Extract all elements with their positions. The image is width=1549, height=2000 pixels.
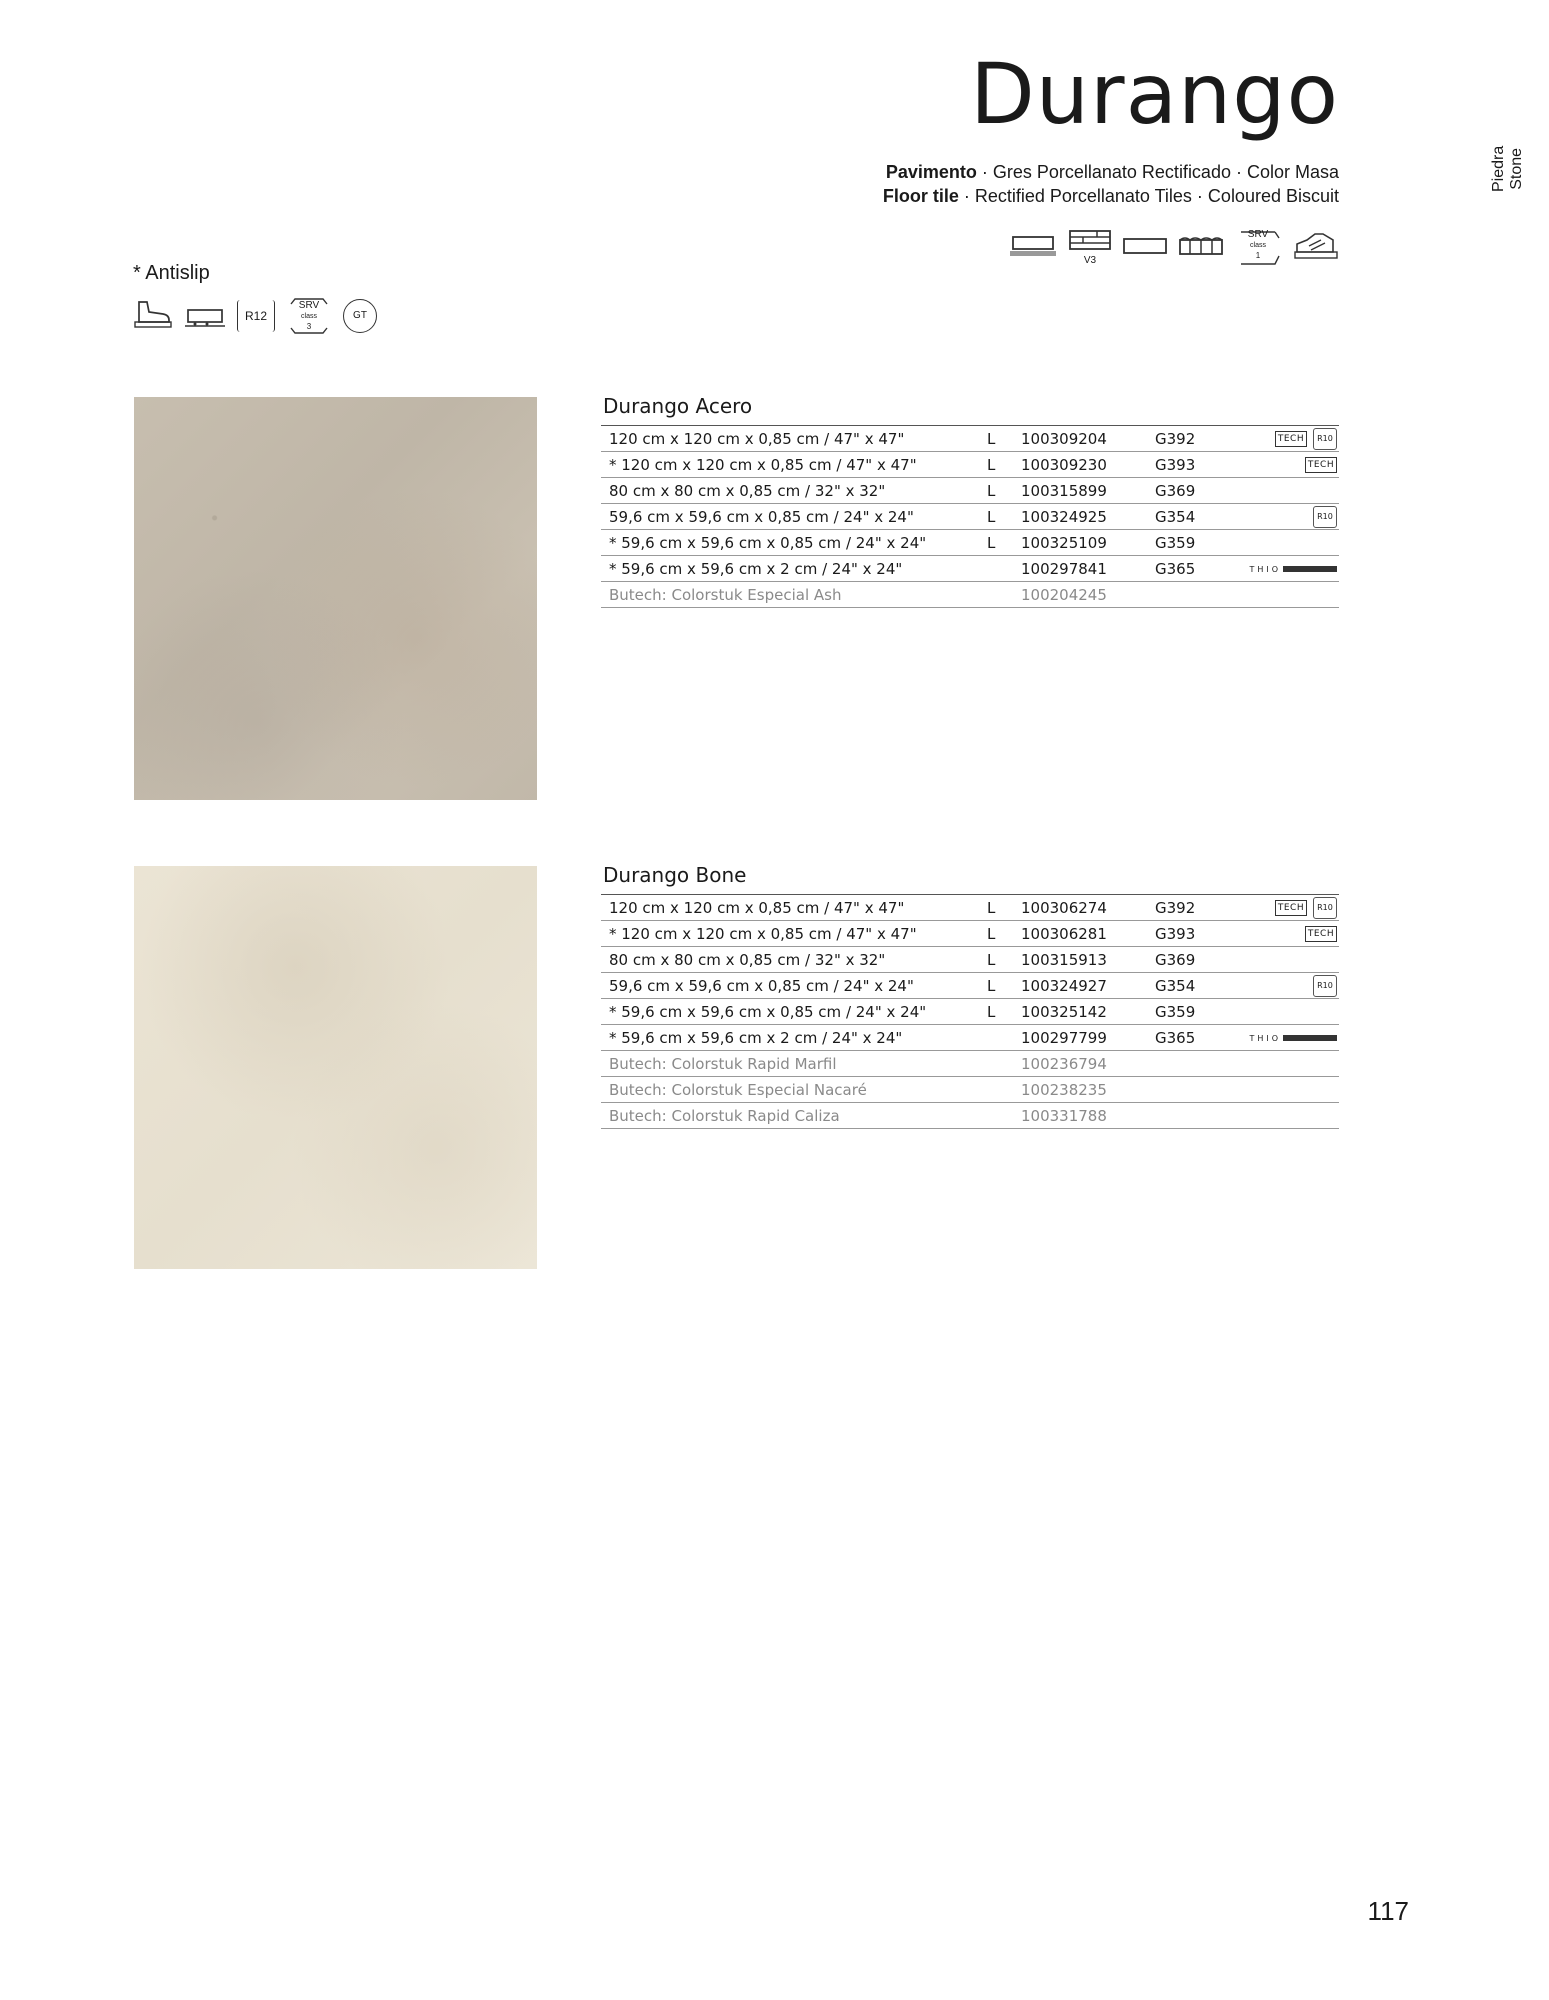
gt-icon	[343, 299, 377, 333]
code-cell: 100306274	[1021, 895, 1155, 921]
section-tab-en: Stone	[1508, 147, 1525, 190]
srv-label: SRV	[298, 300, 320, 311]
r10-badge-icon: R10	[1313, 506, 1337, 528]
description-en-text: · Rectified Porcellanato Tiles · Coloured Biscuit	[958, 186, 1339, 206]
table-row	[601, 556, 1339, 582]
table-row	[601, 895, 1339, 921]
table-row	[601, 1025, 1339, 1051]
size-cell: * 120 cm x 120 cm x 0,85 cm / 47" x 47"	[601, 452, 987, 478]
product-name: Durango Acero	[603, 394, 753, 418]
code-cell: 100238235	[1021, 1077, 1155, 1103]
badges-cell	[1235, 426, 1339, 452]
code-cell: 100306281	[1021, 921, 1155, 947]
code-cell: 100236794	[1021, 1051, 1155, 1077]
size-cell: Butech: Colorstuk Especial Ash	[601, 582, 987, 608]
size-cell: 80 cm x 80 cm x 0,85 cm / 32" x 32"	[601, 947, 987, 973]
page-number: 117	[1367, 1896, 1409, 1926]
group-cell: G393	[1155, 452, 1235, 478]
size-cell: * 120 cm x 120 cm x 0,85 cm / 47" x 47"	[601, 921, 987, 947]
thio-badge-icon	[1249, 1034, 1337, 1043]
product-table	[601, 425, 1339, 608]
badges-cell	[1235, 582, 1339, 608]
finish-cell: L	[987, 947, 1021, 973]
thio-label: THIO	[1249, 1033, 1281, 1043]
size-cell: * 59,6 cm x 59,6 cm x 2 cm / 24" x 24"	[601, 1025, 987, 1051]
group-cell: G354	[1155, 504, 1235, 530]
code-cell: 100315913	[1021, 947, 1155, 973]
size-cell: Butech: Colorstuk Rapid Caliza	[601, 1103, 987, 1129]
group-cell: G359	[1155, 999, 1235, 1025]
slip-resistance-label: R12	[244, 309, 267, 323]
group-cell	[1155, 1077, 1235, 1103]
badges-cell	[1235, 478, 1339, 504]
finish-cell: L	[987, 478, 1021, 504]
finish-cell: L	[987, 504, 1021, 530]
r10-badge-icon: R10	[1313, 897, 1337, 919]
finish-cell	[987, 1077, 1021, 1103]
group-cell: G392	[1155, 426, 1235, 452]
badges-cell	[1235, 947, 1339, 973]
srv-class-label: class	[301, 313, 317, 320]
group-cell: G369	[1155, 478, 1235, 504]
product-description	[883, 160, 1339, 208]
thio-bar	[1283, 566, 1337, 572]
table-row	[601, 530, 1339, 556]
tech-badge-icon: TECH	[1305, 926, 1337, 942]
badges-cell	[1235, 452, 1339, 478]
srv-class-icon	[1235, 226, 1281, 270]
group-cell: G359	[1155, 530, 1235, 556]
durango-bone-photo	[134, 866, 537, 1269]
code-cell: 100325142	[1021, 999, 1155, 1025]
grout-row	[601, 1103, 1339, 1129]
table-row	[601, 947, 1339, 973]
size-cell: * 59,6 cm x 59,6 cm x 2 cm / 24" x 24"	[601, 556, 987, 582]
code-cell: 100324925	[1021, 504, 1155, 530]
gt-label: GT	[353, 310, 367, 321]
srv-class-value: 1	[1255, 251, 1261, 260]
code-cell: 100204245	[1021, 582, 1155, 608]
size-cell: 120 cm x 120 cm x 0,85 cm / 47" x 47"	[601, 895, 987, 921]
size-cell: 59,6 cm x 59,6 cm x 0,85 cm / 24" x 24"	[601, 504, 987, 530]
finish-cell: L	[987, 530, 1021, 556]
finish-cell: L	[987, 999, 1021, 1025]
table-row	[601, 999, 1339, 1025]
table-row	[601, 504, 1339, 530]
finish-cell: L	[987, 921, 1021, 947]
rectified-edge-icon	[1123, 236, 1167, 261]
page-title: Durango	[970, 45, 1339, 143]
srv-label: SRV	[1247, 229, 1269, 240]
badges-cell	[1235, 1051, 1339, 1077]
group-cell	[1155, 1103, 1235, 1129]
shade-variation-label: V3	[1083, 255, 1097, 266]
tech-badge-icon: TECH	[1305, 457, 1337, 473]
size-cell: * 59,6 cm x 59,6 cm x 0,85 cm / 24" x 24"	[601, 999, 987, 1025]
antislip-label: * Antislip	[133, 262, 210, 284]
label-floor-tile: Floor tile	[882, 186, 959, 206]
finish-cell: L	[987, 895, 1021, 921]
floor-use-icon	[1009, 233, 1057, 264]
finish-cell: L	[987, 452, 1021, 478]
srv-class-value: 3	[306, 322, 312, 331]
code-cell: 100331788	[1021, 1103, 1155, 1129]
durango-acero-photo	[134, 397, 537, 800]
badges-cell	[1235, 895, 1339, 921]
product-table	[601, 894, 1339, 1129]
badges-cell	[1235, 556, 1339, 582]
description-es-text: · Gres Porcellanato Rectificado · Color Masa	[976, 162, 1339, 182]
shade-variation-icon	[1069, 230, 1111, 266]
finish-cell	[987, 1025, 1021, 1051]
description-line-es	[883, 160, 1339, 184]
product-durango-acero	[601, 393, 1339, 608]
badges-cell	[1235, 999, 1339, 1025]
badges-cell	[1235, 1103, 1339, 1129]
badges-cell	[1235, 1025, 1339, 1051]
chemical-resistance-icon	[1293, 230, 1339, 267]
section-tab	[1490, 146, 1526, 192]
usage-icons	[1009, 226, 1339, 270]
size-cell: Butech: Colorstuk Especial Nacaré	[601, 1077, 987, 1103]
badges-cell	[1235, 973, 1339, 999]
grout-row	[601, 1077, 1339, 1103]
table-row	[601, 973, 1339, 999]
badges-cell	[1235, 1077, 1339, 1103]
product-durango-bone	[601, 862, 1339, 1129]
size-cell: Butech: Colorstuk Rapid Marfil	[601, 1051, 987, 1077]
thio-label: THIO	[1249, 564, 1281, 574]
group-cell: G365	[1155, 1025, 1235, 1051]
code-cell: 100324927	[1021, 973, 1155, 999]
finish-cell	[987, 582, 1021, 608]
code-cell: 100315899	[1021, 478, 1155, 504]
group-cell: G393	[1155, 921, 1235, 947]
group-cell: G354	[1155, 973, 1235, 999]
section-tab-es: Piedra	[1490, 145, 1507, 192]
code-cell: 100325109	[1021, 530, 1155, 556]
antislip-icons	[133, 296, 377, 336]
srv-class-icon	[287, 296, 331, 336]
tech-badge-icon: TECH	[1275, 900, 1307, 916]
slip-resistance-icon	[237, 300, 275, 332]
table-row	[601, 452, 1339, 478]
group-cell: G365	[1155, 556, 1235, 582]
group-cell: G392	[1155, 895, 1235, 921]
table-row	[601, 478, 1339, 504]
group-cell: G369	[1155, 947, 1235, 973]
label-pavimento: Pavimento	[885, 162, 977, 182]
table-row	[601, 426, 1339, 452]
badges-cell	[1235, 921, 1339, 947]
size-cell: 120 cm x 120 cm x 0,85 cm / 47" x 47"	[601, 426, 987, 452]
grout-row	[601, 582, 1339, 608]
finish-cell	[987, 1051, 1021, 1077]
size-cell: 80 cm x 80 cm x 0,85 cm / 32" x 32"	[601, 478, 987, 504]
tech-badge-icon: TECH	[1275, 431, 1307, 447]
code-cell: 100309204	[1021, 426, 1155, 452]
size-cell: * 59,6 cm x 59,6 cm x 0,85 cm / 24" x 24"	[601, 530, 987, 556]
group-cell	[1155, 582, 1235, 608]
thio-badge-icon	[1249, 565, 1337, 574]
code-cell: 100309230	[1021, 452, 1155, 478]
size-cell: 59,6 cm x 59,6 cm x 0,85 cm / 24" x 24"	[601, 973, 987, 999]
finish-cell	[987, 1103, 1021, 1129]
r10-badge-icon: R10	[1313, 428, 1337, 450]
srv-class-label: class	[1250, 242, 1266, 249]
thio-bar	[1283, 1035, 1337, 1041]
grout-row	[601, 1051, 1339, 1077]
badges-cell	[1235, 530, 1339, 556]
badges-cell	[1235, 504, 1339, 530]
code-cell: 100297841	[1021, 556, 1155, 582]
wet-floor-icon	[185, 298, 225, 335]
finish-cell: L	[987, 973, 1021, 999]
shoe-icon	[133, 298, 173, 335]
table-row	[601, 921, 1339, 947]
description-line-en	[883, 184, 1339, 208]
product-name: Durango Bone	[603, 863, 747, 887]
finish-cell	[987, 556, 1021, 582]
finish-cell: L	[987, 426, 1021, 452]
code-cell: 100297799	[1021, 1025, 1155, 1051]
group-cell	[1155, 1051, 1235, 1077]
r10-badge-icon: R10	[1313, 975, 1337, 997]
frost-resistant-icon	[1179, 235, 1223, 262]
